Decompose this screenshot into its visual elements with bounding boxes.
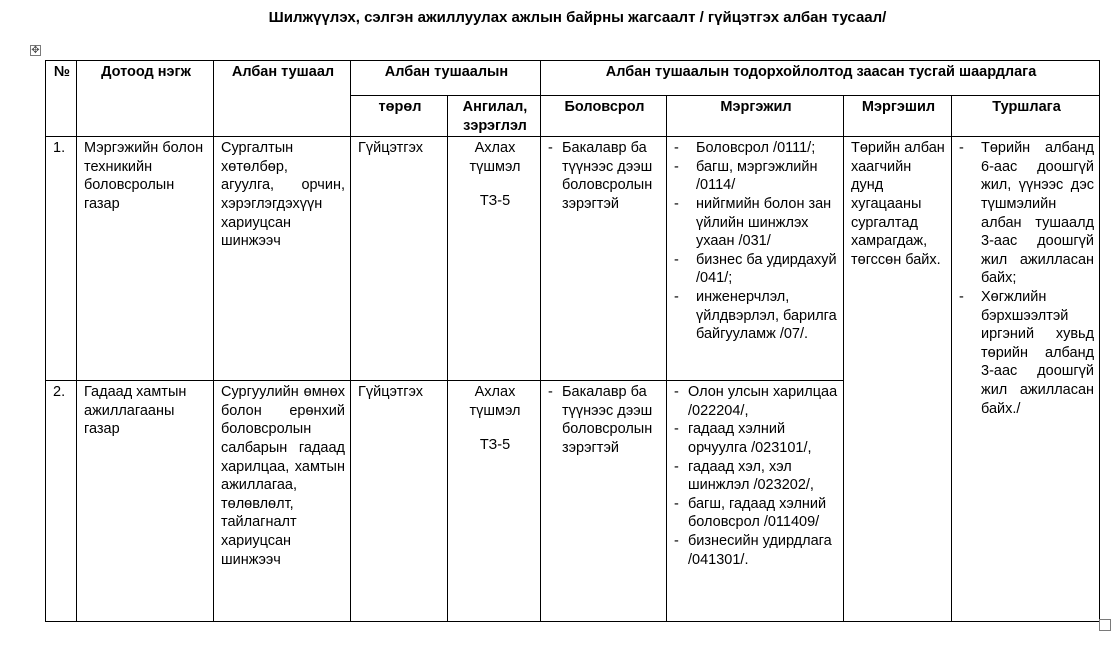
- header-skill: Мэргэшил: [844, 96, 952, 137]
- row-number: 2.: [46, 381, 77, 622]
- unit-cell: Мэргэжийн болон техникийн боловсролын газар: [77, 137, 214, 381]
- header-requirements: Албан тушаалын тодорхойлолтод заасан тусгай шаардлага: [541, 61, 1100, 96]
- category-code: ТЗ-5: [479, 437, 511, 454]
- category-label: Ахлах түшмэл: [469, 140, 521, 175]
- list-item: - Бакалавр ба түүнээс дээш боловсролын зэрэгтэй: [548, 139, 661, 213]
- list-item: - бизнес ба удирдахуй /041/;: [674, 251, 838, 288]
- header-profession: Мэргэжил: [667, 96, 844, 137]
- header-unit: Дотоод нэгж: [77, 61, 214, 137]
- category-label: Ахлах түшмэл: [469, 384, 521, 419]
- experience-cell: [952, 137, 1100, 622]
- category-cell: [448, 381, 541, 622]
- category-code: ТЗ-5: [479, 193, 511, 210]
- table-move-handle-icon[interactable]: ✥: [31, 45, 40, 56]
- position-cell: Сургалтын хөтөлбөр, агуулга, орчин, хэрэглэгдэхүүн хариуцсан шинжээч: [214, 137, 351, 381]
- list-item: - багш, мэргэжлийн /0114/: [674, 158, 838, 195]
- header-no: №: [46, 61, 77, 137]
- list-item: - Төрийн албанд 6-аас доошгүй жил, үүнээс дэс түшмэлийн албан тушаалд 3-аас доошгүй жил ажилласан байх;: [959, 139, 1094, 288]
- position-cell: Сургуулийн өмнөх болон ерөнхий боловсролын салбарын гадаад харилцаа, хамтын ажиллагаа, төлөвлөлт, тайлагналт хариуцсан шинжээч: [214, 381, 351, 622]
- header-experience: Туршлага: [952, 96, 1100, 137]
- header-type: төрөл: [351, 96, 448, 137]
- list-item: - гадаад хэл, хэл шинжлэл /023202/,: [674, 458, 838, 495]
- education-list: [548, 139, 661, 213]
- header-position: Албан тушаал: [214, 61, 351, 137]
- list-item: - Хөгжлийн бэрхшээлтэй иргэний хувьд төрийн албанд 3-аас доошгүй жил ажилласан байх./: [959, 288, 1094, 418]
- profession-cell: [667, 381, 844, 622]
- header-category: Ангилал, зэрэглэл: [448, 96, 541, 137]
- profession-list: [674, 139, 838, 344]
- profession-list: [674, 383, 838, 569]
- list-item: - гадаад хэлний орчуулга /023101/,: [674, 420, 838, 457]
- list-item: - нийгмийн болон зан үйлийн шинжлэх ухаан /031/: [674, 195, 838, 251]
- experience-list: [959, 139, 1094, 418]
- list-item: - Боловсрол /0111/;: [674, 139, 838, 158]
- education-cell: [541, 381, 667, 622]
- type-cell: Гүйцэтгэх: [351, 381, 448, 622]
- category-cell: [448, 137, 541, 381]
- list-item: - Бакалавр ба түүнээс дээш боловсролын зэрэгтэй: [548, 383, 661, 457]
- skill-cell: Төрийн албан хаагчийн дунд хугацааны сургалтад хамрагдаж, төгссөн байх.: [844, 137, 952, 622]
- unit-cell: Гадаад хамтын ажиллагааны газар: [77, 381, 214, 622]
- profession-cell: [667, 137, 844, 381]
- document-title: Шилжүүлэх, сэлгэн ажиллуулах ажлын байрны жагсаалт / гүйцэтгэх албан тусаал/: [268, 9, 887, 26]
- type-cell: Гүйцэтгэх: [351, 137, 448, 381]
- row-number: 1.: [46, 137, 77, 381]
- header-education: Боловсрол: [541, 96, 667, 137]
- list-item: - багш, гадаад хэлний боловсрол /011409/: [674, 495, 838, 532]
- list-item: - Олон улсын харилцаа /022204/,: [674, 383, 838, 420]
- education-cell: [541, 137, 667, 381]
- positions-table: [45, 60, 1100, 622]
- education-list: [548, 383, 661, 457]
- list-item: - бизнесийн удирдлага /041301/.: [674, 532, 838, 569]
- header-row-1: [46, 61, 1100, 96]
- table-resize-handle-icon[interactable]: [1099, 619, 1111, 631]
- list-item: - инженерчлэл, үйлдвэрлэл, барилга байгууламж /07/.: [674, 288, 838, 344]
- header-position-of: Албан тушаалын: [351, 61, 541, 96]
- table-row: [46, 137, 1100, 381]
